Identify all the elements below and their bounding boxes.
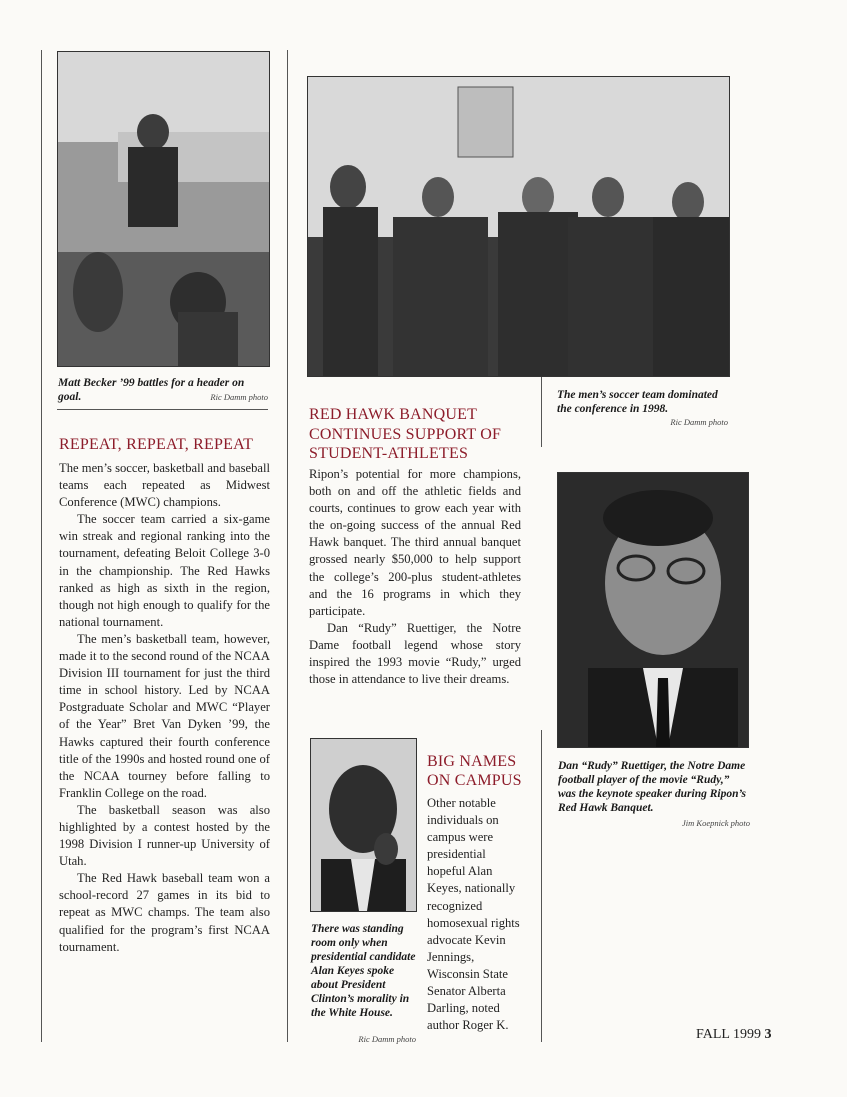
keyes-credit: Ric Damm photo [358,1034,416,1044]
keyes-photo [310,738,417,912]
column-rule-right-top [541,375,542,447]
issue-label: FALL 1999 [696,1027,761,1042]
becker-credit: Ric Damm photo [210,392,268,402]
repeat-paragraph-1: The men’s soccer, basketball and baseball teams each repeated as Midwest Conference (MWC) champions. [59,461,270,510]
team-credit: Ric Damm photo [670,417,728,427]
repeat-paragraph-4: The basketball season was also highlighted by a contest hosted by the 1998 Division I runner-up University of Utah. [59,802,270,869]
repeat-headline: REPEAT, REPEAT, REPEAT [59,436,254,453]
team-caption: The men’s soccer team dominated the conference in 1998. [557,389,718,415]
big-names-paragraph-1: Other notable individuals on campus were presidential hopeful Alan Keyes, nationally recognized homosexual rights advocate Kevin Jennings, Wisconsin State Senator Alberta Darling, noted author Roger K. [427,796,520,1033]
keyes-caption: There was standing room only when presidential candidate Alan Keyes spoke about President Clinton’s morality in the White House. [311,923,416,1019]
column-rule-middle [287,50,288,1042]
ruettiger-caption: Dan “Rudy” Ruettiger, the Notre Dame football player of the movie “Rudy,” was the keynote speaker during Ripon’s Red Hawk Banquet. [558,760,746,814]
banquet-article-body [309,466,521,688]
page-number: 3 [764,1027,772,1042]
becker-photo [57,51,270,367]
big-names-article-body [427,795,527,1034]
repeat-paragraph-5: The Red Hawk baseball team won a school-record 27 games in its bid to repeat as MWC champs. The team also qualified for the program’s first NCAA tournament. [59,871,270,954]
column-rule-left [41,50,42,1042]
ruettiger-credit: Jim Koepnick photo [682,818,750,828]
repeat-article-body [59,460,270,956]
page-folio [696,1027,771,1043]
repeat-paragraph-2: The soccer team carried a six-game win streak and regional ranking into the tournament, defeating Beloit College 3-0 in the championship. The Red Hawks ranked as high as sixth in the region, though not high enough to qualify for the national tournament. [59,512,270,629]
caption-rule [57,409,268,410]
banquet-paragraph-2: Dan “Rudy” Ruettiger, the Notre Dame football legend whose story inspired the 1993 movie “Rudy,” urged those in attendance to live their dreams. [309,620,521,687]
column-rule-right-bottom [541,730,542,1042]
banquet-headline: RED HAWK BANQUET CONTINUES SUPPORT OF STUDENT-ATHLETES [309,406,502,462]
ruettiger-photo [557,472,749,748]
repeat-paragraph-3: The men’s basketball team, however, made it to the second round of the NCAA Division III tournament for just the third time in school history. Led by NCAA Postgraduate Scholar and MWC “Player of the Year” Bret Van Dyken ’99, the Hawks captured their fourth conference title of the 1990s and hosted round one of the NCAA tourney before falling to Franklin College on the road. [59,631,270,800]
banquet-paragraph-1: Ripon’s potential for more champions, both on and off the athletic fields and courts, continues to grow each year with the on-going success of the annual Red Hawk banquet. The third annual banquet grossed nearly $50,000 to help support the college’s 200-plus student-athletes and the 16 programs in which they participate. [309,467,521,618]
team-photo [307,76,730,377]
becker-caption: Matt Becker ’99 battles for a header on goal. [58,377,245,403]
big-names-headline: BIG NAMES ON CAMPUS [427,753,522,789]
